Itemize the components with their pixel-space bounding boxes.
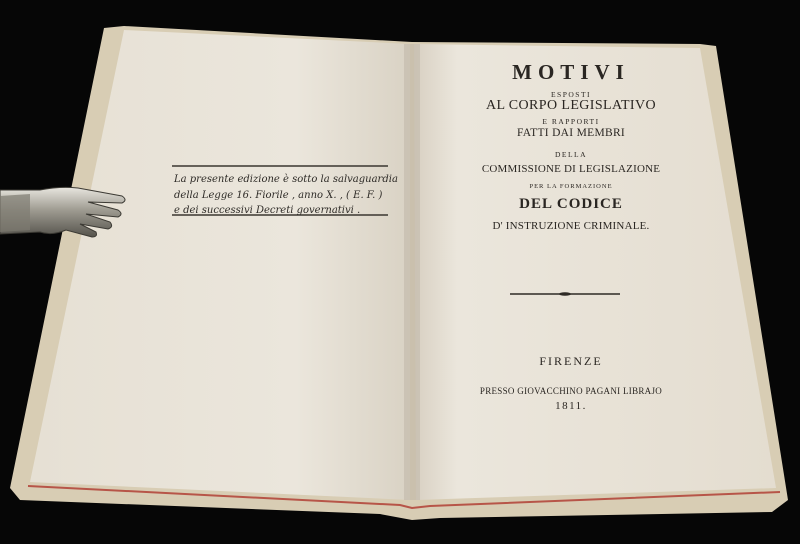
title-rapporti: E RAPPORTI (542, 117, 600, 126)
title-corpo-legislativo: AL CORPO LEGISLATIVO (485, 98, 657, 113)
title-per-la-formazione: PER LA FORMAZIONE (529, 183, 613, 190)
title-del-codice: DEL CODICE (519, 196, 623, 212)
imprint-publisher: PRESSO GIOVACCHINO PAGANI LIBRAJO (479, 386, 663, 396)
imprint-year: 1811. (555, 400, 587, 412)
title-istruzione-criminale: D' INSTRUZIONE CRIMINALE. (492, 220, 650, 232)
title-commissione: COMMISSIONE DI LEGISLAZIONE (481, 163, 661, 175)
imprint-city: FIRENZE (539, 354, 603, 368)
notice-line: La presente edizione è sotto la salvaguardia (174, 174, 398, 185)
book-title: MOTIVI (512, 60, 630, 84)
title-fatti-dai-membri: FATTI DAI MEMBRI (516, 127, 626, 139)
gutter-shadow (404, 44, 420, 500)
notice-line: della Legge 16. Fiorile , anno X. , ( E. F. ) (174, 189, 383, 201)
title-esposti: ESPOSTI (550, 90, 592, 99)
notice-line: e dei successivi Decreti governativi . (174, 205, 361, 216)
copyright-notice (174, 172, 398, 219)
title-della: DELLA (554, 150, 588, 159)
